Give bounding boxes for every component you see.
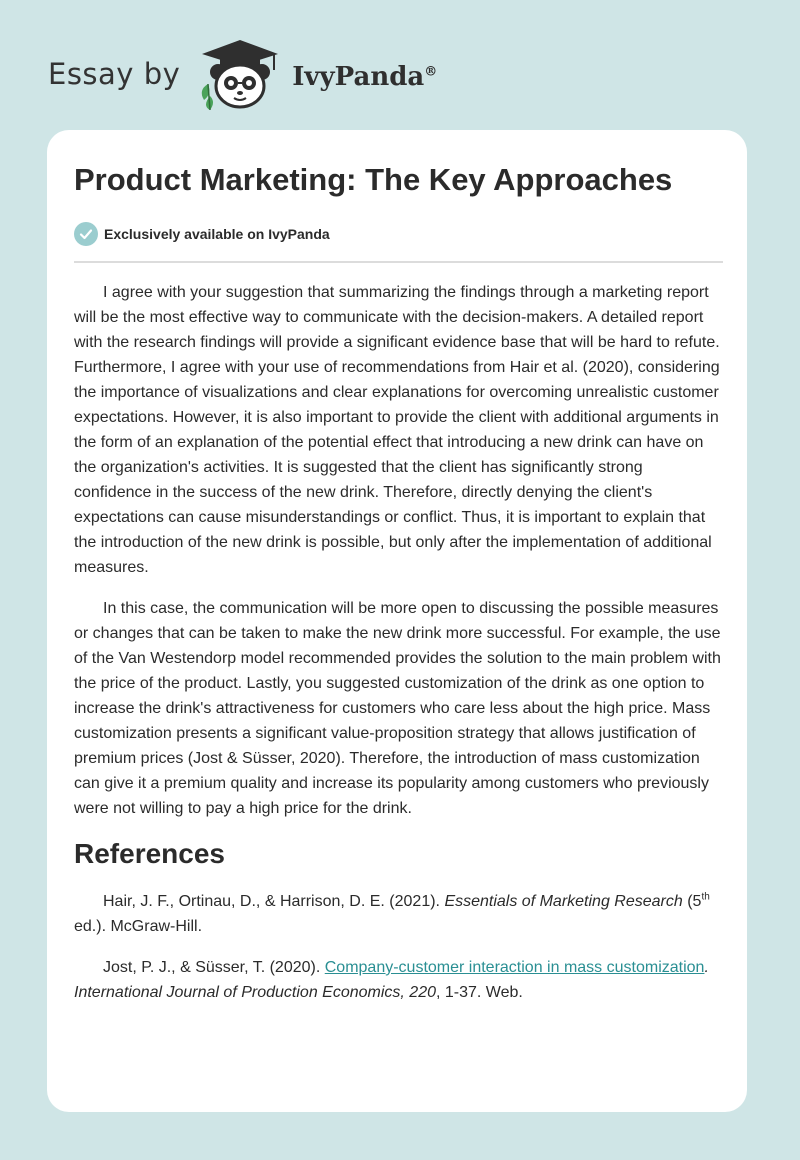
essay-card <box>47 130 747 1112</box>
paragraph: I agree with your suggestion that summarizing the findings through a marketing report will be the most effective way to communicate with the decision-makers. A detailed report with the research findings will provide a significant evidence base that will be hard to refute. Furthermore, I agree with your use of recommendations from Hair et al. (2020), considering the importance of visualizations and clear explanations for overcoming unrealistic customer expectations. However, it is also important to provide the client with additional arguments in the form of an explanation of the potential effect that introducing a new drink can have on the organization's activities. It is suggested that the client has significantly strong confidence in the success of the new drink. Therefore, directly denying the client's expectations can cause misunderstandings or conflict. Thus, it is important to explain that the introduction of the new drink is possible, but only after the implementation of additional measures. <box>74 284 720 576</box>
reference-item: Jost, P. J., & Süsser, T. (2020). Company-customer interaction in mass customization. International Journal of Production Economics, 220, 1-37. Web. <box>74 959 709 1001</box>
reference-link[interactable]: Company-customer interaction in mass customization <box>324 959 705 976</box>
essay-by-label: Essay by <box>48 57 181 91</box>
ivypanda-brand-name[interactable]: IvyPanda® <box>292 62 438 92</box>
essay-body <box>74 280 723 1021</box>
references-heading: References <box>74 838 225 869</box>
ivypanda-logo-icon[interactable] <box>194 36 286 112</box>
page-title: Product Marketing: The Key Approaches <box>74 162 673 197</box>
reference-item: Hair, J. F., Ortinau, D., & Harrison, D. E. (2021). Essentials of Marketing Research (5th ed.). McGraw-Hill. <box>74 891 710 935</box>
divider <box>74 261 723 263</box>
exclusive-badge-label: Exclusively available on IvyPanda <box>104 226 330 242</box>
paragraph: In this case, the communication will be more open to discussing the possible measures or changes that can be taken to make the new drink more successful. For example, the use of the Van Westendorp model recommended provides the solution to the main problem with the price of the product. Lastly, you suggested customization of the drink as one option to increase the drink's attractiveness for customers who care less about the high price. Mass customization presents a significant value-proposition strategy that allows justification of premium prices (Jost & Süsser, 2020). Therefore, the introduction of mass customization can give it a premium quality and increase its popularity among customers who previously were not willing to pay a high price for the drink. <box>74 600 721 817</box>
site-header <box>48 34 437 114</box>
exclusive-badge <box>74 222 330 246</box>
check-icon <box>74 222 98 246</box>
